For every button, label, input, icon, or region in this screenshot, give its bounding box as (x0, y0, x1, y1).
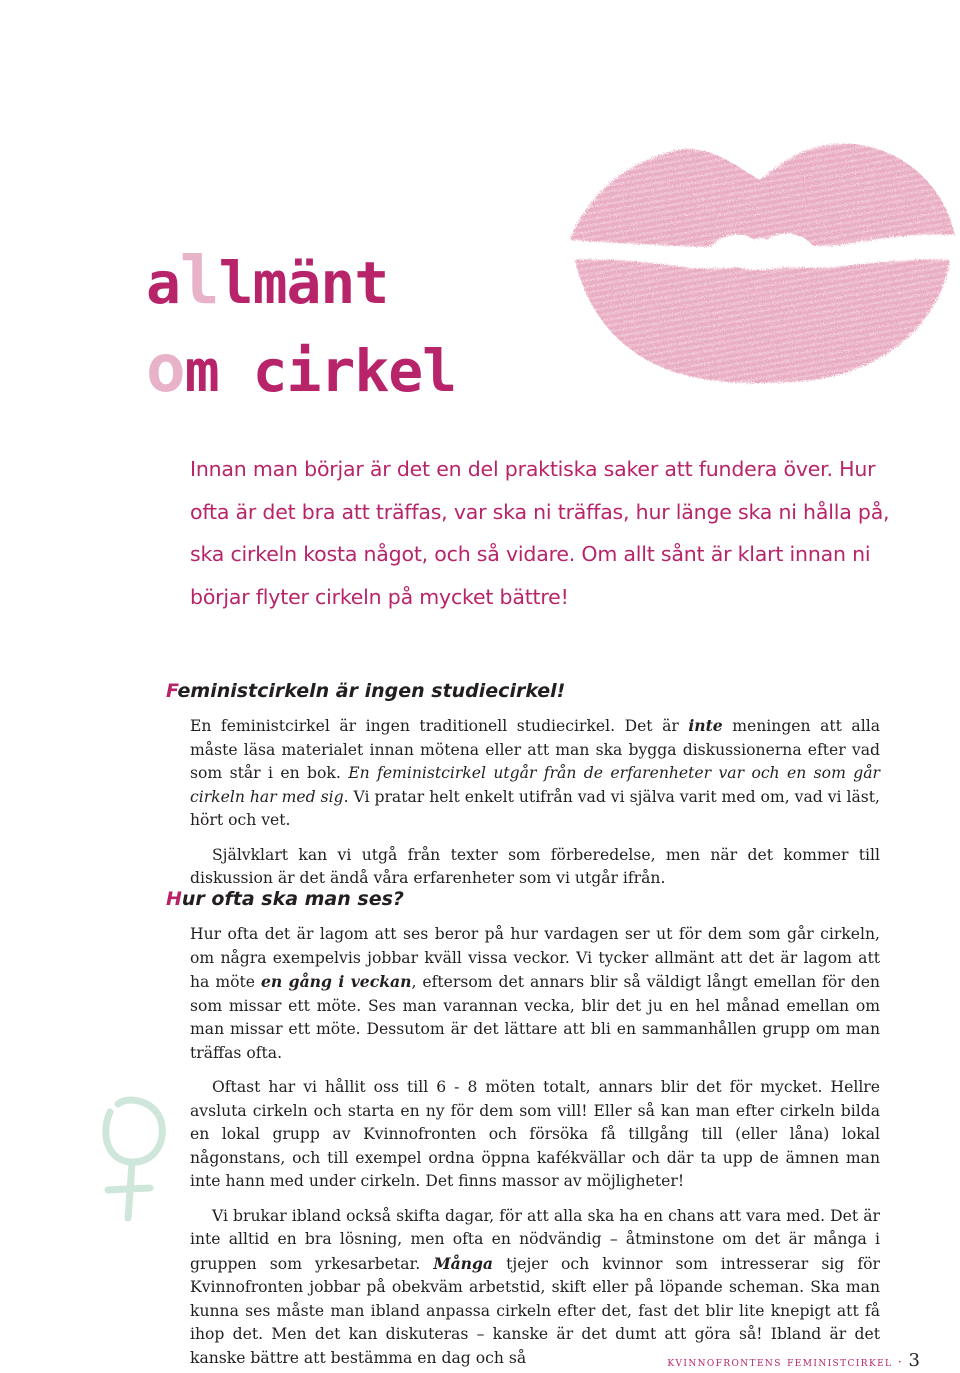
page-title (146, 238, 456, 414)
text-run: , eftersom det annars blir så väldigt långt emellan för den som missar ett möte. Ses man varannan vecka, blir det ju en hel månad emellan om man missar ett möte. Dessutom är det lättare att bli en sammanhållen grupp om man träffas ofta. (190, 973, 880, 1062)
heading-text: eministcirkeln är ingen studiecirkel! (177, 680, 566, 702)
text-run: meningen att alla måste läsa materialet innan mötena eller att man ska bygga diskussionerna efter vad som står i en bok. (190, 717, 880, 782)
title-letter-l: l (179, 242, 219, 319)
publication-name: kvinnofrontens feministcirkel (667, 1354, 893, 1369)
title-line-2 (146, 326, 456, 414)
section-body-studiecirkel (190, 714, 880, 891)
body-paragraph: Självklart kan vi utgå från texter som förberedelse, men när det kommer till diskussion är det ändå våra erfarenheter som vi utgår ifrån. (190, 845, 880, 887)
lipstick-kiss-image (560, 120, 960, 390)
text-run: Vi brukar ibland också skifta dagar, för att alla ska ha en chans att vara med. Det är inte alltid en bra lösning, men ofta en nödvändig – åtminstone om det är många i gruppen som yrkesarbetar. (190, 1206, 880, 1273)
body-paragraph (190, 714, 880, 833)
body-paragraph: Oftast har vi hållit oss till 6 - 8 möten totalt, annars blir det för mycket. Hellre avsluta cirkeln och starta en ny för dem som vill! Eller så kan man efter cirkeln bilda en lokal grupp av Kvinnofronten och försöka få tillgång till (eller låna) lokal någonstans, och till exempel ordna öppna kafékvällar och där ta upp de ämnen man inte hann med under cirkeln. Det finns massor av möjligheter! (190, 1078, 880, 1190)
page-number: 3 (908, 1350, 920, 1371)
venus-symbol-icon (90, 1090, 180, 1230)
heading-initial: H (166, 888, 182, 910)
footer-separator: · (897, 1354, 904, 1369)
italic-sentence: En feministcirkel utgår från de erfarenheter var och en som går cirkeln har med sig. (190, 764, 880, 806)
title-letter-o: o (146, 330, 185, 407)
text-run: Hur ofta det är lagom att ses beror på hur vardagen ser ut för dem som går cirkeln, om några exempelvis jobbar kväll vissa veckor. Vi tycker allmänt att det är lagom att ha möte (190, 925, 880, 991)
page-footer (667, 1350, 920, 1371)
section-heading-hur-ofta (166, 888, 404, 910)
section-heading-studiecirkel (166, 680, 565, 702)
emphasis: Många (433, 1253, 494, 1273)
text-run: tjejer och kvinnor som intresserar sig för Kvinnofronten jobbar på obekväm arbetstid, skift eller på löpande scheman. Ska man kunna ses måste man ibland anpassa cirkeln efter det, fast det blir lite knepigt att få ihop det. Men det kan diskuteras – kanske är det dumt att göra så! Ibland är det kanske bättre att bestämma en dag och så (190, 1254, 880, 1367)
heading-text: ur ofta ska man ses? (181, 888, 404, 910)
title-rest-2: m cirkel (184, 337, 457, 405)
section-body-hur-ofta (190, 923, 880, 1370)
title-line-1 (146, 238, 456, 326)
body-paragraph (190, 923, 880, 1065)
body-paragraph (190, 1205, 880, 1371)
heading-initial: F (166, 680, 178, 702)
emphasis: inte (688, 716, 723, 735)
intro-paragraph: Innan man börjar är det en del praktiska saker att fundera över. Hur ofta är det bra att träffas, var ska ni träffas, hur länge ska ni hålla på, ska cirkeln kosta något, och så vidare. Om allt sånt är klart innan ni börjar flyter cirkeln på mycket bättre! (190, 457, 890, 609)
title-rest-1: lmänt (218, 249, 389, 317)
title-letter-a: a (146, 249, 180, 317)
text-run: En feministcirkel är ingen traditionell studiecirkel. Det är (190, 717, 689, 735)
emphasis: en gång i veckan (260, 972, 412, 991)
text-run: Vi pratar helt enkelt utifrån vad vi själva varit med om, vad vi läst, hört och vet. (190, 787, 880, 829)
